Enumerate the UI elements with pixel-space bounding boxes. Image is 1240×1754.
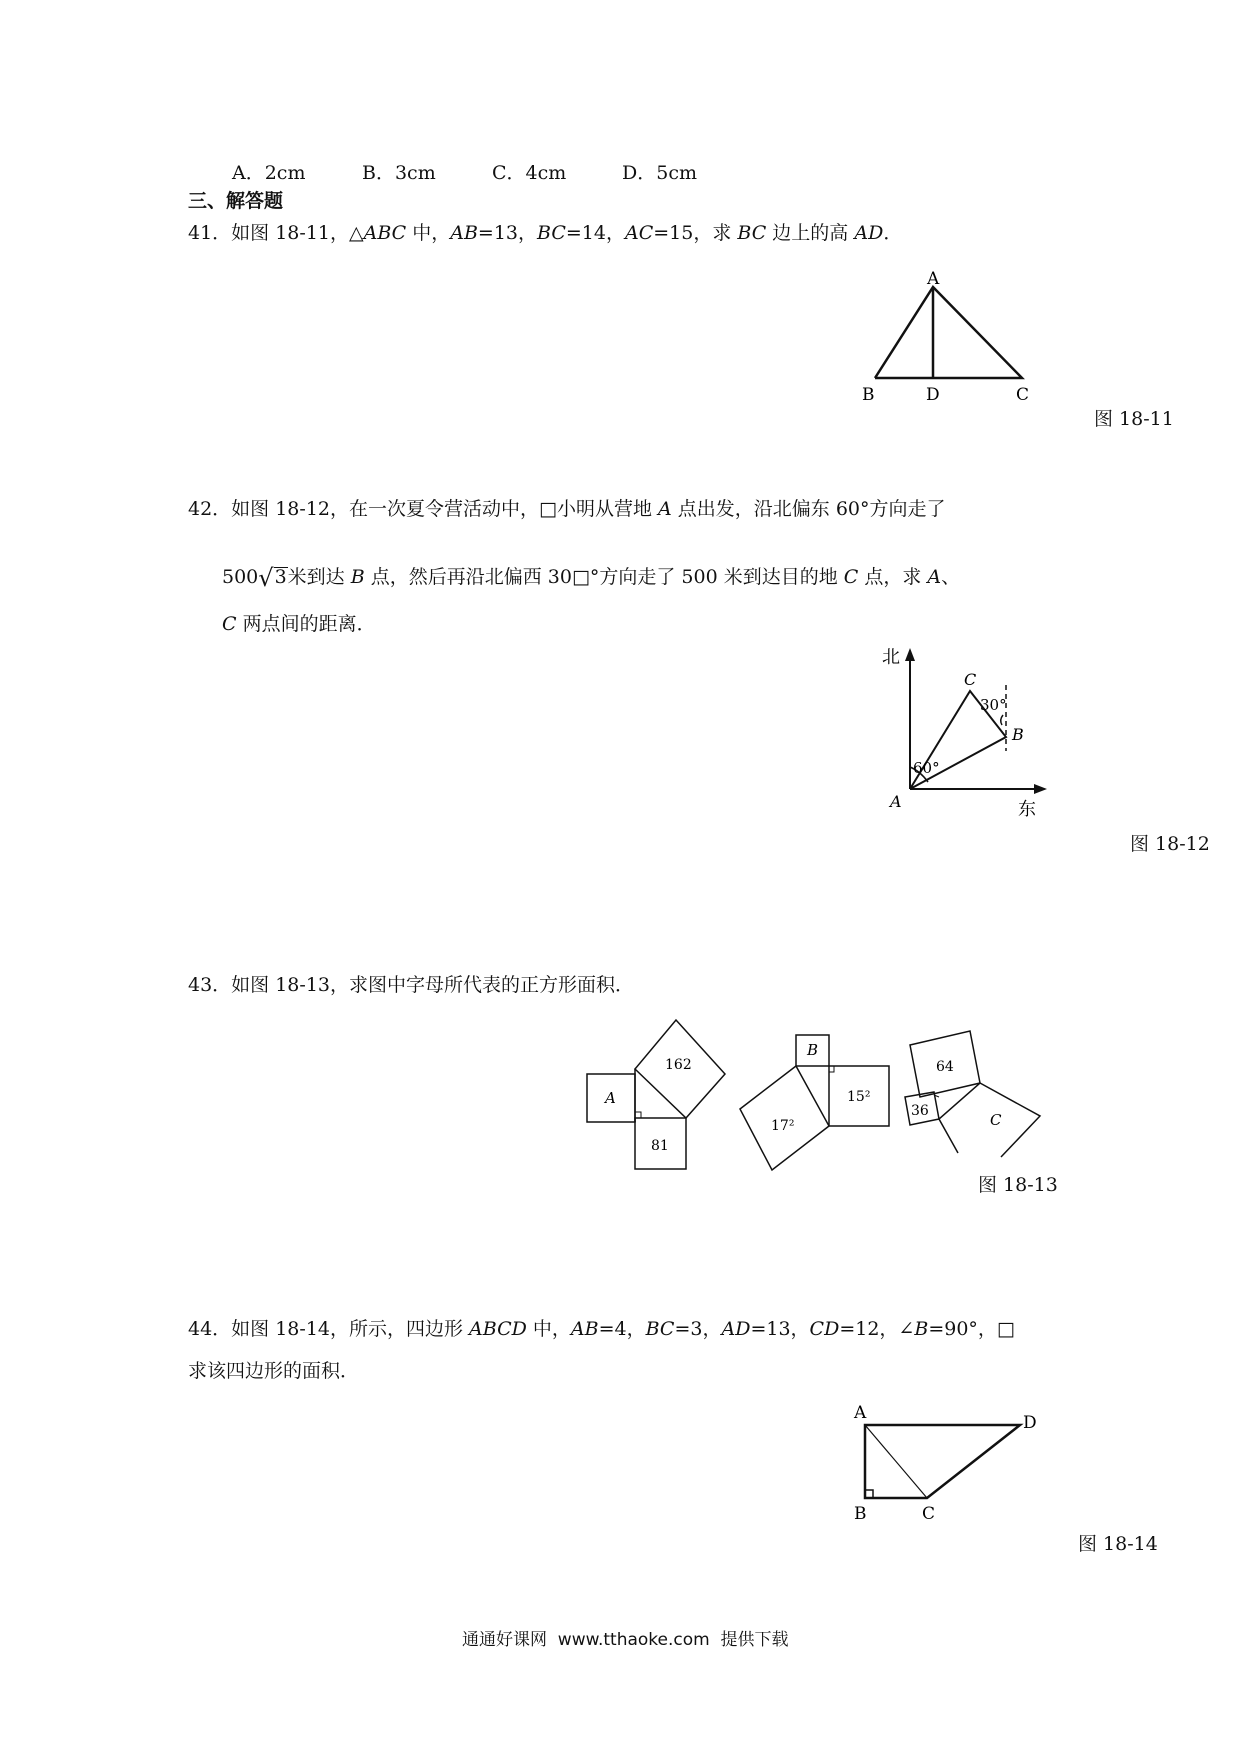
fig14-label-b: B xyxy=(854,1504,867,1524)
q44-ab: AB xyxy=(570,1318,599,1340)
fig13-label-64: 64 xyxy=(936,1059,954,1075)
sqrt-symbol xyxy=(258,563,287,592)
fig12-angle60: 60° xyxy=(913,759,940,777)
fig11-label-d: D xyxy=(926,385,940,405)
q42-box2: □ xyxy=(571,566,590,588)
q42-b: B xyxy=(350,566,365,588)
question-44-line1 xyxy=(188,1320,1015,1339)
sqrt-arg: 3 xyxy=(274,566,287,588)
question-42-line1 xyxy=(188,500,946,519)
fig11-label-c: C xyxy=(1016,385,1030,405)
question-42-line3 xyxy=(222,615,376,634)
question-41 xyxy=(188,224,902,243)
fig12-east: 东 xyxy=(1018,799,1036,820)
figure-18-12 xyxy=(870,645,1050,830)
q42-l1c: 点出发，沿北偏东 60°方向走了 xyxy=(671,498,946,520)
fig12-label-b: B xyxy=(1012,725,1024,744)
figure-18-11 xyxy=(860,270,1040,410)
fig13-label-17sq: 17² xyxy=(771,1118,795,1134)
fig12-label-a: A xyxy=(890,792,902,811)
q44-v4: =12，∠ xyxy=(839,1318,915,1340)
q42-l2c: °方向走了 500 米到达目的地 xyxy=(589,566,844,588)
fig12-north: 北 xyxy=(882,647,900,668)
fig12-label-c: C xyxy=(964,670,977,689)
fig13-label-162: 162 xyxy=(665,1057,692,1073)
q42-a: A xyxy=(658,498,672,520)
q41-ac: AC xyxy=(625,222,654,244)
q41-bc2: BC xyxy=(737,222,767,244)
q42-l3: 两点间的距离． xyxy=(236,613,376,635)
q44-ad: AD xyxy=(721,1318,751,1340)
q44-b: B xyxy=(914,1318,929,1340)
question-44-line2: 求该四边形的面积． xyxy=(188,1360,360,1382)
q41-end: ． xyxy=(883,222,903,244)
fig14-label-a: A xyxy=(854,1403,867,1423)
question-42-line2 xyxy=(222,563,961,592)
fig11-label-b: B xyxy=(862,385,875,405)
fig12-caption: 图 18-12 xyxy=(1130,833,1210,855)
q42-l1b: 小明从营地 xyxy=(556,498,658,520)
fig11-caption: 图 18-11 xyxy=(1094,408,1174,430)
q44-num: 44．如图 18-14，所示，四边形 xyxy=(188,1318,470,1340)
q44-cd: CD xyxy=(809,1318,840,1340)
q41-bc: BC xyxy=(537,222,566,244)
q42-l2a: 米到达 xyxy=(287,566,351,588)
q42-c2: C xyxy=(222,613,237,635)
q42-c: C xyxy=(843,566,859,588)
option-a: A．2cm xyxy=(232,162,306,184)
footer: 通通好课网 www.tthaoke.com 提供下载 xyxy=(462,1630,789,1650)
fig13-label-81: 81 xyxy=(651,1138,669,1154)
q44-v1: =4， xyxy=(598,1318,646,1340)
fig13-label-c: C xyxy=(990,1111,1002,1129)
fig12-angle30: 30° xyxy=(980,696,1007,714)
question-43: 43．如图 18-13，求图中字母所代表的正方形面积． xyxy=(188,974,634,996)
q44-mid: 中， xyxy=(526,1318,571,1340)
section-title: 三、解答题 xyxy=(188,190,284,212)
q44-bc: BC xyxy=(645,1318,675,1340)
figure-18-13 xyxy=(575,1005,1070,1180)
q44-v5: =90°，□ xyxy=(928,1318,1015,1340)
q41-v3: =15，求 xyxy=(653,222,738,244)
q44-v2: =3， xyxy=(674,1318,722,1340)
q42-a2: A xyxy=(927,566,942,588)
q42-l2d: 点，求 xyxy=(858,566,928,588)
fig14-caption: 图 18-14 xyxy=(1078,1533,1158,1555)
q42-l2b: 点，然后再沿北偏西 30 xyxy=(364,566,572,588)
q44-v3: =13， xyxy=(750,1318,810,1340)
q41-num: 41．如图 18-11，△ xyxy=(188,222,364,244)
fig11-label-a: A xyxy=(927,270,940,289)
q42-500: 500 xyxy=(222,566,259,588)
fig13-label-a: A xyxy=(605,1089,616,1107)
q41-ab: AB xyxy=(450,222,478,244)
q42-l1a: 42．如图 18-12，在一次夏令营活动中， xyxy=(188,498,539,520)
fig13-caption: 图 18-13 xyxy=(978,1174,1058,1196)
q41-ad: AD xyxy=(854,222,884,244)
fig13-label-b: B xyxy=(807,1041,819,1059)
radical-sign: √ xyxy=(258,564,274,592)
q42-l2e: 、 xyxy=(941,566,961,588)
q41-mid1: 中， xyxy=(406,222,451,244)
option-c: C．4cm xyxy=(492,162,567,184)
q42-box: □ xyxy=(539,498,557,520)
q41-v2: =14， xyxy=(565,222,625,244)
q41-v1: =13， xyxy=(477,222,538,244)
fig13-label-36: 36 xyxy=(911,1103,929,1119)
option-b: B．3cm xyxy=(362,162,436,184)
figure-18-14 xyxy=(845,1400,1050,1525)
q41-v4: 边上的高 xyxy=(766,222,855,244)
q44-abcd: ABCD xyxy=(469,1318,527,1340)
fig13-label-15sq: 15² xyxy=(847,1089,871,1105)
option-d: D．5cm xyxy=(622,162,697,184)
fig14-label-d: D xyxy=(1023,1413,1037,1433)
fig14-label-c: C xyxy=(922,1504,936,1524)
q41-abc: ABC xyxy=(363,222,407,244)
